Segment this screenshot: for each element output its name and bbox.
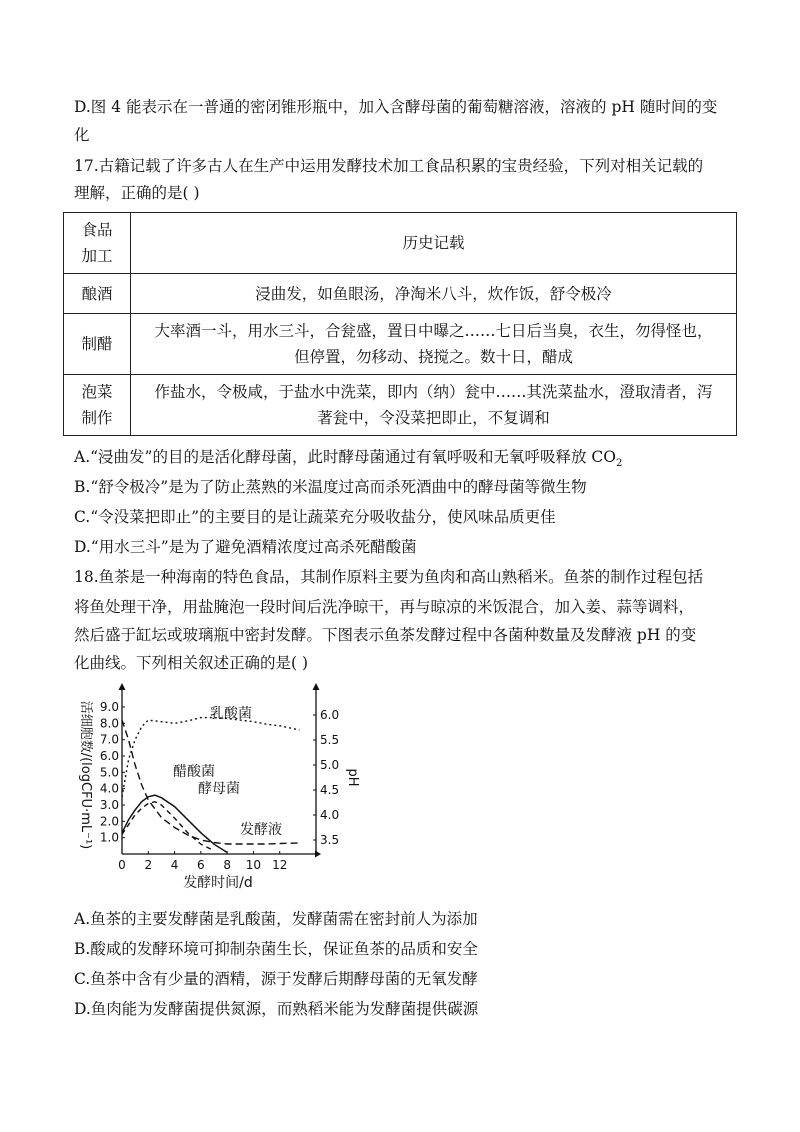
- y-axis-left-label: 活细胞数/(logCFU·mL⁻¹): [78, 700, 93, 850]
- y-right-tick-label: 4.0: [320, 808, 340, 822]
- y-left-tick-label: 3.0: [99, 798, 119, 812]
- x-tick-label: 10: [245, 858, 262, 872]
- x-tick-label: 4: [170, 858, 179, 872]
- series-label-4: 发酵液: [240, 822, 282, 838]
- q17-option-a: [74, 446, 622, 475]
- table-row-record-a: 作盐水，令极咸，于盐水中洗菜，即内（纳）瓮中……其洗菜盐水，澄取清者，泻: [154, 383, 713, 401]
- y-right-tick-label: 3.5: [320, 833, 340, 847]
- series-label-3: 酵母菌: [198, 781, 240, 797]
- x-tick-label: 0: [118, 858, 126, 872]
- q18-stem-line4: 化曲线。下列相关叙述正确的是( ): [74, 654, 309, 672]
- x-axis-label: 发酵时间/d: [183, 875, 253, 891]
- y-right-tick-label: 5.5: [320, 733, 340, 747]
- q17-stem-line2: 理解，正确的是( ): [74, 184, 200, 202]
- table-row-record-a: 浸曲发，如鱼眼汤，净淘米八斗，炊作饭，舒令极冷: [255, 284, 612, 303]
- table-header-record: 历史记载: [131, 213, 737, 274]
- series-line-2: [122, 795, 227, 852]
- table-row-name: [64, 314, 131, 375]
- y-left-tick-label: 4.0: [99, 781, 119, 796]
- table-row-record-b: 但停置，勿移动、挠搅之。数十日，醋成: [293, 348, 573, 366]
- q17-option-a-text: A.“浸曲发”的目的是活化酵母菌，此时酵母菌通过有氧呼吸和无氧呼吸释放 CO: [74, 448, 616, 466]
- x-tick-label: 2: [144, 858, 153, 872]
- table-header-row: [64, 213, 737, 274]
- series-label-2: 醋酸菌: [173, 764, 215, 780]
- table-row-name-a: 酿酒: [81, 284, 113, 303]
- x-tick-label: 6: [197, 858, 205, 872]
- y-right-tick-label: 4.5: [320, 783, 340, 797]
- q18-option-a: A.鱼茶的主要发酵菌是乳酸菌，发酵菌需在密封前人为添加: [74, 910, 478, 928]
- y-left-tick-label: 1.0: [99, 830, 119, 845]
- table-row-record: [131, 314, 737, 375]
- table-row-record-b: 著瓮中，令没菜把即止，不复调和: [317, 409, 550, 427]
- table-row: [64, 274, 737, 314]
- fermentation-chart: [70, 676, 360, 898]
- q18-option-d: D.鱼肉能为发酵菌提供氮源，而熟稻米能为发酵菌提供碳源: [74, 1000, 479, 1018]
- y-axis-right-label: pH: [345, 768, 360, 787]
- q18-option-c: C.鱼茶中含有少量的酒精，源于发酵后期酵母菌的无氧发酵: [74, 970, 478, 988]
- y-right-tick-label: 5.0: [320, 758, 340, 772]
- q17-stem-line1: 17.古籍记载了许多古人在生产中运用发酵技术加工食品积累的宝贵经验，下列对相关记载的: [74, 157, 704, 175]
- table-header-food: [64, 213, 131, 274]
- table-row-record: [131, 274, 737, 314]
- table-row-name-b: 制作: [81, 409, 113, 427]
- y-left-tick-label: 9.0: [99, 700, 119, 714]
- table-header-food-b: 加工: [81, 247, 113, 265]
- q17-option-d: D.“用水三斗”是为了避免酒精浓度过高杀死醋酸菌: [74, 538, 417, 556]
- q18-stem-line1: 18.鱼茶是一种海南的特色食品，其制作原料主要为鱼肉和高山熟稻米。鱼茶的制作过程包括: [74, 568, 704, 586]
- history-record-table: [63, 212, 737, 436]
- x-tick-label: 8: [223, 858, 231, 872]
- q18-stem-line2: 将鱼处理干净，用盐腌泡一段时间后洗净晾干，再与晾凉的米饭混合，加入姜、蒜等调料，: [74, 598, 695, 616]
- x-tick-label: 12: [272, 858, 288, 872]
- table-row-name-a: 制醋: [81, 335, 113, 353]
- q18-option-b: B.酸咸的发酵环境可抑制杂菌生长，保证鱼茶的品质和安全: [74, 940, 478, 958]
- table-row-name-a: 泡菜: [81, 383, 113, 401]
- q17-option-a-sub: 2: [615, 458, 623, 470]
- y-left-tick-label: 7.0: [99, 732, 119, 747]
- q17-option-b: B.“舒令极冷”是为了防止蒸熟的米温度过高而杀死酒曲中的酵母菌等微生物: [74, 478, 587, 496]
- q16-option-d-line1: D.图 4 能表示在一普通的密闭锥形瓶中，加入含酵母菌的葡萄糖溶液，溶液的 pH 随时间的变: [74, 98, 718, 116]
- y-axis-left-arrow: [119, 683, 126, 690]
- table-row-record: [131, 375, 737, 436]
- table-row: [64, 314, 737, 375]
- y-axis-right-arrow: [313, 683, 320, 690]
- table-header-food-a: 食品: [81, 221, 113, 239]
- y-left-tick-label: 5.0: [99, 765, 119, 780]
- y-left-tick-label: 8.0: [99, 716, 119, 731]
- y-left-tick-label: 2.0: [99, 814, 119, 829]
- series-label-1: 乳酸菌: [210, 706, 252, 722]
- q16-option-d-line2: 化: [74, 126, 90, 144]
- table-row-name: [64, 375, 131, 436]
- table-row-record-a: 大率酒一斗，用水三斗，合瓮盛，置日中曝之……七日后当臭，衣生，勿得怪也，: [154, 322, 713, 340]
- q18-stem-line3: 然后盛于缸坛或玻璃瓶中密封发酵。下图表示鱼茶发酵过程中各菌种数量及发酵液 pH 的变: [74, 626, 697, 644]
- q17-option-c: C.“令没菜把即止”的主要目的是让蔬菜充分吸收盐分，使风味品质更佳: [74, 508, 556, 526]
- table-row: [64, 375, 737, 436]
- x-axis-arrow: [315, 851, 321, 858]
- y-right-tick-label: 6.0: [320, 708, 340, 722]
- y-left-tick-label: 6.0: [99, 749, 119, 763]
- table-row-name: [64, 274, 131, 314]
